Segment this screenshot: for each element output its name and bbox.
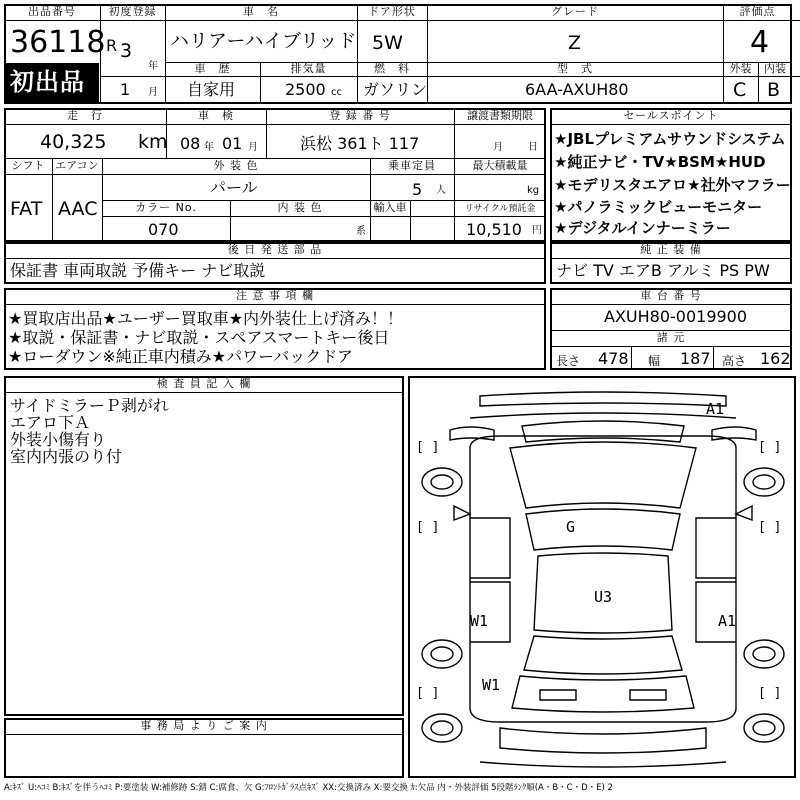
recycle-label: リサイクル預託金: [464, 204, 536, 214]
later-parts-title: 後 日 発 送 部 品: [227, 243, 323, 256]
lot-label: 出品番号: [28, 5, 76, 18]
inspection-month-unit: 月: [248, 142, 258, 153]
car-diagram: [410, 378, 796, 778]
equipment-title: 純 正 装 備: [640, 243, 702, 256]
damage-mark-windshield: G: [566, 518, 576, 536]
reg-month-unit: 月: [148, 87, 158, 98]
exterior-value: C: [733, 79, 747, 101]
shift-label: シフト: [11, 159, 45, 172]
interior-value: B: [767, 79, 781, 101]
color-label: 外 装 色: [213, 159, 259, 172]
chassis-title: 車 台 番 号: [640, 289, 702, 302]
length-label: 長さ: [556, 354, 581, 368]
sales-point-1: ★JBLプレミアムサウンドシステム: [554, 130, 786, 148]
model-value: 6AA-AXUH80: [525, 80, 629, 99]
mileage-unit: km: [138, 131, 168, 153]
bracket-mark: [ ]: [416, 686, 440, 701]
inspection-year-unit: 年: [204, 142, 214, 153]
inspector-line-1: サイドミラーＰ剥がれ: [10, 396, 169, 415]
damage-mark-front: A1: [706, 400, 725, 418]
caution-line-3: ★ローダウン※純正車内積み★パワーバックドア: [8, 347, 353, 366]
later-parts-value: 保証書 車両取説 予備キー ナビ取説: [10, 261, 266, 280]
reg-year: 3: [120, 40, 133, 62]
bracket-mark: [ ]: [758, 686, 782, 701]
bracket-mark: [ ]: [416, 520, 440, 535]
transfer-day-unit: 日: [528, 142, 538, 153]
lot-number: 36118: [10, 25, 106, 60]
bracket-mark: [ ]: [758, 520, 782, 535]
displacement-value: 2500: [285, 80, 326, 99]
color-value: パール: [210, 178, 258, 197]
vehicle-info-block: [4, 108, 546, 242]
first-reg-label: 初度登録: [108, 5, 157, 18]
model-label: 型 式: [557, 62, 593, 75]
width-value: 187: [680, 349, 711, 368]
capacity-value: 5: [412, 180, 423, 199]
bracket-mark: [ ]: [416, 440, 440, 455]
height-value: 162: [760, 349, 791, 368]
inspector-title: 検 査 員 記 入 欄: [156, 377, 252, 390]
first-listing-text: 初出品: [10, 68, 85, 96]
score-value: 4: [750, 25, 770, 60]
recycle-unit: 円: [532, 225, 542, 236]
length-value: 478: [598, 349, 629, 368]
chassis-value: AXUH80-0019900: [604, 307, 748, 326]
damage-mark-right-door: A1: [718, 612, 737, 630]
inspector-line-2: エアロ下Ａ: [10, 413, 91, 432]
caution-title: 注 意 事 項 欄: [236, 289, 314, 302]
bracket-mark: [ ]: [758, 440, 782, 455]
transfer-month-unit: 月: [493, 142, 503, 153]
score-label: 評価点: [739, 5, 776, 18]
sales-point-2: ★純正ナビ・TV★BSM★HUD: [554, 153, 766, 171]
inspector-line-3: 外装小傷有り: [10, 430, 107, 449]
shift-value: FAT: [10, 198, 43, 220]
caution-line-1: ★買取店出品★ユーザー買取車★内外装仕上げ済み！！: [8, 309, 404, 328]
mileage-label: 走 行: [67, 109, 103, 122]
caution-line-2: ★取説・保証書・ナビ取説・スペアスマートキー後日: [8, 328, 390, 347]
inspection-year: 08: [180, 134, 201, 153]
displacement-unit: cc: [331, 87, 342, 98]
sales-point-4: ★パノラミックビューモニター: [554, 198, 763, 216]
door-value: 5W: [372, 32, 403, 54]
recycle-value: 10,510: [466, 220, 522, 239]
era: R: [106, 36, 118, 55]
interior-color-label: 内 装 色: [277, 201, 323, 214]
office-title: 事 務 局 よ り ご 案 内: [140, 719, 268, 732]
import-label: 輸入車: [373, 201, 407, 214]
ac-label: エアコン: [55, 159, 99, 172]
history-label: 車 歴: [194, 62, 231, 75]
width-label: 幅: [648, 354, 661, 368]
fuel-label: 燃 料: [374, 62, 410, 75]
interior-label: 内装: [764, 62, 786, 75]
grade-label: グレード: [551, 5, 599, 18]
door-label: ドア形状: [368, 5, 416, 18]
ac-value: AAC: [58, 198, 98, 220]
load-label: 最大積載量: [472, 159, 528, 172]
reg-year-unit: 年: [148, 61, 158, 72]
damage-mark-roof: U3: [594, 588, 613, 606]
capacity-unit: 人: [436, 185, 446, 196]
grade-value: Z: [568, 32, 582, 54]
reg-month: 1: [120, 80, 131, 99]
inspector-line-4: 室内内張のり付: [10, 447, 123, 466]
damage-legend: A:ｷｽﾞ U:ﾍｺﾐ B:ｷｽﾞを伴うﾍｺﾐ P:要塗装 W:補修跡 S:錆 C:腐食、欠 G:ﾌﾛﾝﾄｶﾞﾗｽ点ｷｽﾞ XX:交換済み X:要交換 ｶ:欠品 内・外装評価 5段階ﾗﾝｸ順(A・B・C・D・E) 2: [4, 783, 613, 793]
capacity-label: 乗車定員: [388, 159, 436, 172]
height-label: 高さ: [722, 354, 747, 368]
displacement-label: 排気量: [290, 62, 327, 75]
interior-color-unit: 系: [356, 226, 366, 237]
damage-mark-rear-left: W1: [482, 676, 501, 694]
transfer-label: 譲渡書類期限: [467, 109, 533, 122]
equipment-value: ナビ TV エアB アルミ PS PW: [556, 261, 770, 280]
spec-title: 諸 元: [656, 331, 686, 344]
sales-point-5: ★デジタルインナーミラー: [554, 219, 731, 237]
sales-points-title: セールスポイント: [623, 109, 719, 122]
inspection-label: 車 検: [198, 109, 234, 122]
load-unit: kg: [527, 185, 540, 196]
inspection-month: 01: [222, 134, 243, 153]
reg-number-value: 浜松 361ト 117: [300, 134, 420, 153]
color-no-value: 070: [148, 220, 179, 239]
history-value: 自家用: [187, 80, 236, 99]
exterior-label: 外装: [729, 62, 752, 75]
car-name-label: 車 名: [243, 5, 279, 18]
color-no-label: カラー No.: [135, 201, 197, 214]
sales-point-3: ★モデリスタエアロ★社外マフラー: [554, 176, 791, 194]
car-name: ハリアーハイブリッド: [170, 30, 357, 52]
fuel-value: ガソリン: [363, 80, 428, 99]
damage-mark-left-door: W1: [470, 612, 489, 630]
reg-number-label: 登 録 番 号: [329, 109, 391, 122]
mileage-value: 40,325: [40, 131, 107, 153]
